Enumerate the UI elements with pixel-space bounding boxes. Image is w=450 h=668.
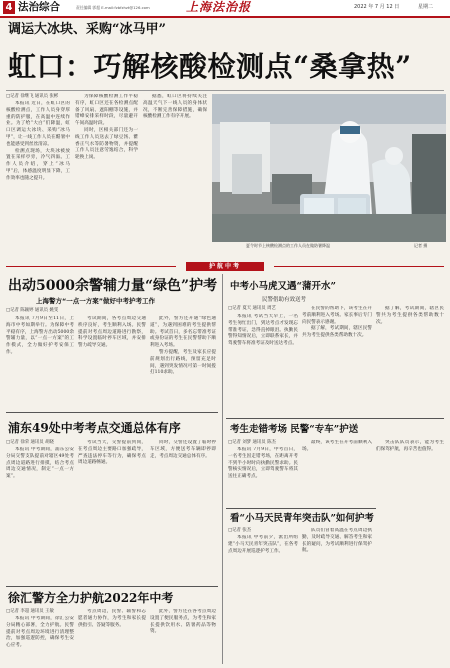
lead-photo-caption: 夏令时节上核酸检测点的工作人员在做防暑降温 (246, 243, 330, 248)
masthead: 上海法治报 (186, 0, 252, 14)
lead-col-2 (75, 94, 138, 250)
story1-col-3 (150, 316, 216, 408)
story2-col-3 (376, 306, 444, 414)
story4-para-1: 本报讯 7月9日，中考首日，一名考生因走错考场，在距离开考不到半小时时向执勤民警求助。民警核实情况后，立即驾驶警车将其送往正确考点。 (228, 447, 298, 480)
lead-para-3: 为保障核酸检测工作平稳有序，虹口区还在各检测点配备了风扇、遮阳棚等设施，并错峰安排采样时段，尽量避开午间高温时段。 (75, 94, 138, 127)
divider-left-2 (6, 586, 218, 587)
lead-col-1 (6, 101, 70, 250)
story4-byline: □记者 刘梦 通讯员 陈杰 (228, 440, 276, 445)
divider-right-1 (226, 418, 444, 419)
story6-col-3 (376, 440, 444, 665)
column-divider (222, 274, 223, 664)
story5-headline: 徐汇警方全力护航2022年中考 (8, 591, 174, 605)
story1-headline: 出动5000余警辅力量“绿色”护考 (8, 278, 218, 294)
lead-para-5: 据悉，虹口区将持续关注高温天气下一线人员的身体状况，不断完善保障措施，确保核酸检测工作有序开展。 (143, 94, 207, 120)
story3-para-2: 考试当天，交警提前到岗，在考点周边主要路口加强疏导，严查违法停车等行为，确保考点周边道路畅通。 (78, 440, 146, 466)
story2-para-2: 在民警的帮助下，该考生在开考前顺利进入考场。家长事后专门向民警表示感谢。 (302, 306, 372, 325)
section-banner (0, 262, 450, 271)
editor-line: 责任编辑 郭超 E-mail:fzbfzhzt@126.com (76, 5, 150, 10)
lead-byline: □记者 徐继飞 通讯员 张彬 (6, 94, 59, 99)
story2-byline: □记者 夏天 通讯员 周艺 (228, 306, 276, 311)
lead-para-2: 检测点现场，大块冰被放置在采样亭旁，冷气四溢。工作人员介绍，穿上“冰马甲”后，体感温度明显下降，工作效率也随之提升。 (6, 148, 70, 181)
lead-kicker: 调运大冰块、采购“冰马甲” (8, 22, 166, 37)
story3-col-1 (6, 447, 74, 583)
story3-col-2 (78, 440, 146, 583)
story3-byline: □记者 徐荣 通讯员 胡晓 (6, 440, 54, 445)
story5-col-3 (150, 609, 216, 666)
story4-headline: 考生走错考场 民警“专车”护送 (230, 424, 359, 435)
story6-col-1 (228, 535, 298, 665)
divider-right-2 (226, 508, 376, 509)
story2-col-1 (228, 314, 298, 414)
lead-rule (6, 90, 444, 91)
story1-col-1 (6, 316, 74, 408)
story5-para-2: 考点周边，民警、辅警和志愿者通力协作，为考生和家长提供指引、答疑等服务。 (78, 609, 146, 628)
story2-subhead: 民警借助有效送考 (262, 297, 307, 303)
story5-para-1: 本报讯 中考期间，徐汇公安分局精心部署，全力护航。民警提前对考点周边环境进行清理整治，加强巡逻防控，确保考生安心应考。 (6, 616, 74, 649)
lead-photo (212, 94, 446, 242)
story5-col-1 (6, 616, 74, 666)
story1-col-2 (78, 316, 146, 408)
banner-left-rule (6, 266, 176, 267)
story1-para-2: 考试期间，各考点周边交通秩序良好，考生顺利入场。民警提前对考点周边道路进行勘察，科学设置临时停车区域，并安排警力疏导交通。 (78, 316, 146, 349)
story1-para-1: 本报讯 7月9日至11日，上海市中考如期举行。为保障中考平稳有序，上海警方出动5000余警辅力量，以“一点一方案”的工作模式，全力做好护考安保工作。 (6, 316, 74, 355)
banner-right-rule (274, 266, 444, 267)
story5-byline: □记者 李超 通讯员 王敏 (6, 609, 54, 614)
lead-col-3 (143, 94, 207, 250)
story6-para-2: 队员们冒着高温在考点周边执勤，及时疏导交通、解答考生和家长的疑问，为考试顺利进行保驾护航。 (302, 528, 372, 554)
divider-left-1 (6, 412, 218, 413)
lead-headline: 虹口：巧解核酸检测点“桑拿热” (8, 50, 412, 83)
story6-byline: □记者 张杰 (228, 528, 252, 533)
story5-para-3: 此外，警方还在各考点周边设置了便民服务点，为考生和家长提供饮用水、防暑药品等物资。 (150, 609, 216, 635)
issue-weekday: 星期二 (418, 4, 434, 10)
page-number: 4 (3, 1, 15, 14)
story1-para-3: 此外，警方还开通“绿色通道”，为遇到困难的考生提供帮助。考试首日，多名忘带准考证或身份证的考生在民警帮助下顺利进入考场。 (150, 316, 216, 349)
story1-byline: □记者 陈颖婷 通讯员 姚雯 (6, 308, 59, 313)
story3-para-1: 本报讯 中考期间，浦东公安分局交警支队提前对辖区49处考点周边道路进行排摸，结合考点周边交通情况，制定“一点一方案”。 (6, 447, 74, 480)
story6-para-3: 突击队队员表示，能为考生们保驾护航，再辛苦也值得。 (376, 440, 444, 452)
story3-para-3: 同时，交警还设置了临时停车区域，方便送考车辆即停即走，考点周边交通总体有序。 (150, 440, 216, 459)
story4-col-2 (302, 440, 372, 503)
story2-para-3: 据了解，考试期间，辖区民警共为考生提供各类帮助数十次。 (302, 326, 372, 339)
story1-para-4: 警方提醒，考生及家长应提前规划出行路线，预留充足时间，遇到突发情况可第一时间拨打110求助。 (150, 349, 216, 376)
story2-headline: 中考小马虎又遇“蒲开水” (230, 281, 336, 292)
story2-col-2 (302, 306, 372, 414)
lead-para-4: 同时，区相关部门还为一线工作人员送去了绿豆汤、藿香正气水等防暑物资，并提醒工作人员注意劳逸结合，科学轮换上岗。 (75, 127, 138, 161)
story4-col-1 (228, 447, 298, 503)
section-title: 法治综合 (18, 1, 60, 13)
story6-headline: 看“小马天民青年突击队”如何护考 (230, 513, 374, 524)
banner-label: 护航中考 (186, 262, 264, 271)
story6-col-2 (302, 528, 372, 665)
story3-headline: 浦东49处中考考点交通总体有序 (8, 421, 181, 435)
story5-col-2 (78, 609, 146, 666)
story4-para-2: 最终，该考生在开考前顺利入场。 (302, 440, 372, 452)
story2-para-3b: 据了解，考试期间，辖区民警共为考生提供各类帮助数十次。 (376, 306, 444, 325)
lead-photo-credit: 记者 摄 (414, 243, 428, 248)
story6-para-1: 本报讯 中考前夕，派出所组建“小马天民青年突击队”，在各考点周边开展巡逻护考工作。 (228, 535, 298, 554)
story1-subhead: 上海警方“一点一方案”做好中考护考工作 (36, 297, 156, 305)
story3-col-3 (150, 440, 216, 583)
photo-illustration (212, 94, 446, 242)
story2-para-1: 本报讯 考试当天早上，一名考生匆忙出门，到达考点才发现忘带准考证，急得直掉眼泪。执勤民警得知情况后，立即联系家长，并驾驶警车将准考证及时送达考点。 (228, 314, 298, 347)
lead-para-1: 本报讯 近日，在虹口区的核酸检测点，工作人员身穿厚重的防护服，在高温中连续作业。为了给“大白”们降温，虹口区调运大冰块、采购“冰马甲”，让一线工作人员在酷暑中也能感受到丝丝清凉。 (6, 101, 70, 147)
issue-date: 2022 年 7 月 12 日 (354, 4, 400, 10)
